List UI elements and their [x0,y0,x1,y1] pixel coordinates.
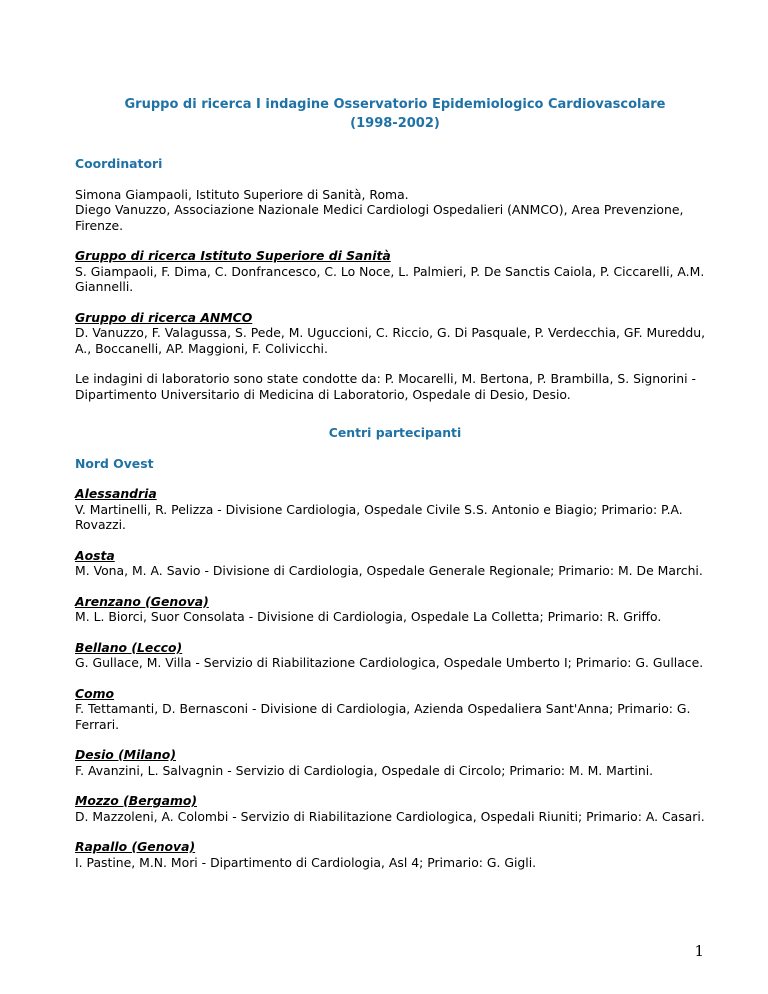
anmco-group-heading: Gruppo di ricerca ANMCO [75,309,253,325]
center-entry [75,640,715,671]
center-details: I. Pastine, M.N. Mori - Dipartimento di Cardiologia, Asl 4; Primario: G. Gigli. [75,854,537,870]
center-city: Rapallo (Genova) [75,839,196,854]
lab-paragraph: Le indagini di laboratorio sono state condotte da: P. Mocarelli, M. Bertona, P. Brambilla, S. Signorini - Dipartimento Universitario di Medicina di Laboratorio, Ospedale di Desio, Desio. [75,371,696,402]
center-details: G. Gullace, M. Villa - Servizio di Riabilitazione Cardiologica, Ospedale Umberto I; Primario: G. Gullace. [75,655,704,670]
iss-group-members: S. Giampaoli, F. Dima, C. Donfrancesco, C. Lo Noce, L. Palmieri, P. De Sanctis Caiola, P. Ciccarelli, A.M. Giannelli. [75,263,705,294]
center-entry [75,594,715,625]
coordinatori-heading: Coordinatori [75,156,163,171]
center-entry [75,686,715,733]
title-line-1: Gruppo di ricerca I indagine Osservatorio Epidemiologico Cardiovascolare [124,97,666,112]
center-city: Mozzo (Bergamo) [75,793,198,808]
center-details: D. Mazzoleni, A. Colombi - Servizio di Riabilitazione Cardiologica, Ospedali Riuniti; Primario: A. Casari. [75,808,705,824]
center-entry [75,486,715,533]
center-list [75,486,715,870]
center-entry [75,747,715,778]
page-number: 1 [694,942,704,960]
center-city: Arenzano (Genova) [75,593,209,609]
center-details: M. L. Biorci, Suor Consolata - Divisione di Cardiologia, Ospedale La Colletta; Primario: R. Griffo. [75,609,662,624]
coordinator-giampaoli: Simona Giampaoli, Istituto Superiore di Sanità, Roma. [75,186,409,202]
center-city: Desio (Milano) [75,747,176,762]
title-line-2: (1998-2002) [350,115,440,131]
center-city: Alessandria [75,486,157,501]
document-page [75,96,715,870]
centri-heading: Centri partecipanti [328,425,462,440]
center-city: Como [75,685,115,701]
coordinator-vanuzzo: Diego Vanuzzo, Associazione Nazionale Medici Cardiologi Ospedalieri (ANMCO), Area Prevenzione, Firenze. [75,202,684,233]
center-city: Bellano (Lecco) [75,639,183,655]
region-heading: Nord Ovest [75,455,154,471]
center-details: F. Tettamanti, D. Bernasconi - Divisione di Cardiologia, Azienda Ospedaliera Sant'Anna; Primario: G. Ferrari. [75,701,691,732]
center-city: Aosta [75,547,115,563]
center-entry [75,839,715,870]
anmco-group-members: D. Vanuzzo, F. Valagussa, S. Pede, M. Uguccioni, C. Riccio, G. Di Pasquale, P. Verdecchia, GF. Mureddu, A., Boccanelli, AP. Maggioni, F. Colivicchi. [75,325,706,356]
document-title [75,96,715,133]
center-details: M. Vona, M. A. Savio - Divisione di Cardiologia, Ospedale Generale Regionale; Primario: M. De Marchi. [75,563,703,578]
iss-group-heading: Gruppo di ricerca Istituto Superiore di Sanità [75,248,391,263]
center-entry [75,548,715,579]
center-details: V. Martinelli, R. Pelizza - Divisione Cardiologia, Ospedale Civile S.S. Antonio e Biagio; Primario: P.A. Rovazzi. [75,501,683,532]
center-entry [75,793,715,824]
center-details: F. Avanzini, L. Salvagnin - Servizio di Cardiologia, Ospedale di Circolo; Primario: M. M. Martini. [75,762,654,778]
